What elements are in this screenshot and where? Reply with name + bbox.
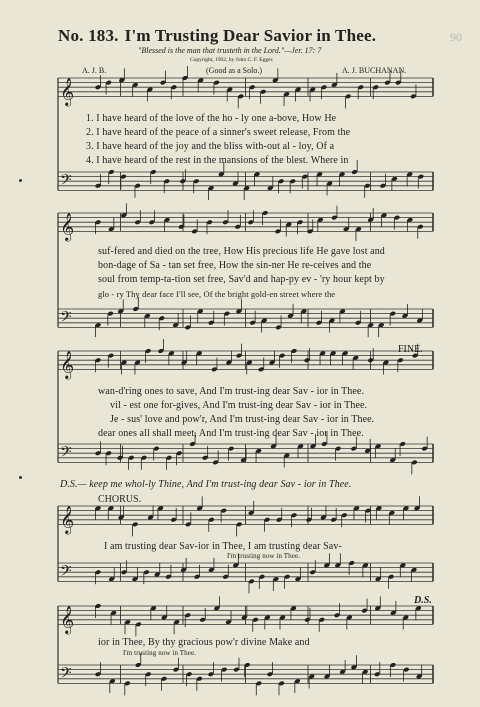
verse-3-line-b: soul from temp-ta-tion set free, Sav'd and hap-py ev - 'ry hour kept by bbox=[98, 274, 385, 285]
hymn-title-text: I'm Trusting Dear Savior in Thee. bbox=[124, 26, 377, 45]
ds-refrain-line: D.S.— keep me whol-ly Thine, And I'm trust-ing dear Sav - ior in Thee. bbox=[60, 479, 352, 490]
fine-mark: FINE. bbox=[398, 344, 423, 355]
bass-clef-icon: 𝄢 bbox=[60, 443, 72, 465]
page-number: 90 bbox=[450, 30, 462, 44]
epigraph: "Blessed is the man that trusteth in the Lord."—Jer. 17: 7 bbox=[138, 46, 322, 55]
verse-4-line-a: 4. I have heard of the rest in the mansions of the blest. Where in bbox=[86, 155, 349, 166]
bass-clef-icon: 𝄢 bbox=[60, 171, 72, 193]
chorus-label: CHORUS. bbox=[98, 494, 142, 505]
verse-1-line-a: 1. I have heard of the love of the ho - ly one a-bove, How He bbox=[86, 113, 337, 124]
bass-clef-icon: 𝄢 bbox=[60, 562, 72, 584]
performance-direction: (Good as a Solo.) bbox=[206, 66, 262, 75]
author: A. J. B. bbox=[82, 66, 107, 75]
chorus-line-1: I am trusting dear Sav-ior in Thee, I am trusting dear Sav- bbox=[104, 541, 342, 552]
chorus-line-2: ior in Thee, By thy gracious pow'r divine Make and bbox=[98, 637, 310, 648]
treble-clef-icon: 𝄞 bbox=[60, 350, 75, 379]
ds-end-mark: D.S. bbox=[414, 595, 432, 606]
hymn-title bbox=[58, 26, 376, 46]
verse-3-line-c: Je - sus' love and pow'r, And I'm trust-ing dear Sav - ior in Thee. bbox=[110, 414, 375, 425]
verse-2-line-b: bon-dage of Sa - tan set free, How the sin-ner He re-ceives and the bbox=[98, 260, 372, 271]
margin-hole bbox=[19, 179, 22, 182]
bass-clef-icon: 𝄢 bbox=[60, 664, 72, 686]
composer: A. J. BUCHANAN. bbox=[342, 66, 407, 75]
margin-hole bbox=[19, 476, 22, 479]
chorus-bass-1: I'm trusting now in Thee. bbox=[227, 552, 301, 560]
hymn-number: No. 183. bbox=[58, 26, 119, 45]
verse-3-line-a: 3. I have heard of the joy and the bliss with-out al - loy, Of a bbox=[86, 141, 335, 152]
verse-1-line-b: suf-fered and died on the tree, How His precious life He gave lost and bbox=[98, 246, 385, 257]
treble-clef-icon: 𝄞 bbox=[60, 212, 75, 241]
treble-clef-icon: 𝄞 bbox=[60, 505, 75, 534]
chorus-bass-2: I'm trusting now in Thee. bbox=[123, 649, 197, 657]
verse-2-line-a: 2. I have heard of the peace of a sinner's sweet release, From the bbox=[86, 127, 351, 138]
treble-clef-icon: 𝄞 bbox=[60, 605, 75, 634]
treble-clef-icon: 𝄞 bbox=[60, 77, 75, 106]
verse-1-line-c: wan-d'ring ones to save, And I'm trust-ing dear Sav - ior in Thee. bbox=[98, 386, 365, 397]
verse-4-line-c: dear ones all shall meet, And I'm trust-ing dear Sav - ior in Thee. bbox=[98, 428, 364, 439]
verse-4-line-b: glo - ry Thy dear face I'll see, Of the bright gold-en street where the bbox=[98, 289, 336, 299]
copyright: Copyright, 1902, by John C. F. Egger. bbox=[190, 57, 274, 63]
verse-2-line-c: vil - est one for-gives, And I'm trust-ing dear Sav - ior in Thee. bbox=[110, 400, 368, 411]
bass-clef-icon: 𝄢 bbox=[60, 308, 72, 330]
